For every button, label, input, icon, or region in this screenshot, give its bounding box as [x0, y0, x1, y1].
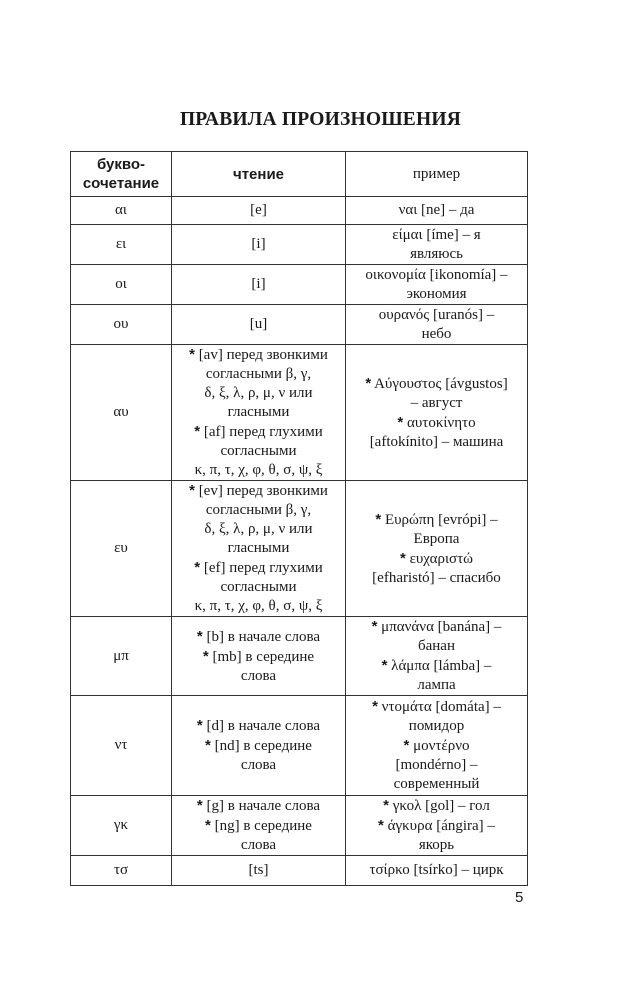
reading-cell-line: * [ev] перед звонкими — [189, 482, 328, 499]
reading-cell-line: согласными — [220, 443, 297, 459]
bullet-asterisk: * — [189, 482, 195, 499]
example-cell — [346, 265, 528, 305]
table-row — [71, 305, 528, 345]
letter-combination-cell: οι — [71, 265, 172, 305]
reading-cell — [172, 796, 346, 856]
example-cell-line: являюсь — [410, 245, 463, 262]
reading-cell-line: гласными — [227, 404, 290, 420]
reading-cell-line: [e] — [250, 202, 267, 218]
letter-combination-cell: ει — [71, 225, 172, 265]
pronunciation-table — [70, 151, 528, 886]
header-letter-combination — [71, 152, 172, 197]
letter-combination-cell: ου — [71, 305, 172, 345]
example-cell — [346, 345, 528, 481]
letter-combination-cell: ευ — [71, 481, 172, 617]
reading-cell-line: * [b] в начале слова — [196, 627, 321, 645]
bullet-asterisk: * — [205, 817, 211, 834]
bullet-asterisk: * — [371, 618, 378, 635]
example-cell-line: είμαι [íme] – я — [392, 226, 481, 243]
reading-cell — [172, 617, 346, 696]
example-cell-line: Европа — [413, 530, 460, 547]
letter-combination-cell: γκ — [71, 796, 172, 856]
example-cell-line: небо — [421, 325, 452, 342]
table-row — [71, 696, 528, 796]
bullet-asterisk: * — [202, 647, 209, 665]
reading-cell-line: слова — [240, 667, 277, 684]
table-row — [71, 225, 528, 265]
letter-combination-cell: τσ — [71, 856, 172, 886]
example-cell-line: * ευχαριστώ — [399, 549, 473, 567]
bullet-asterisk: * — [381, 657, 388, 674]
example-cell — [346, 856, 528, 886]
example-cell-line: ουρανός [uranós] – — [378, 306, 495, 323]
example-cell-line: – август — [410, 394, 463, 411]
letter-combination-cell: μπ — [71, 617, 172, 696]
bullet-asterisk: * — [194, 559, 201, 576]
example-cell-line: лампа — [417, 677, 456, 693]
bullet-asterisk: * — [378, 817, 384, 834]
reading-cell — [172, 197, 346, 225]
reading-cell-line: δ, ξ, λ, ρ, μ, ν или — [204, 385, 313, 401]
table-row — [71, 197, 528, 225]
reading-cell-line: δ, ξ, λ, ρ, μ, ν или — [204, 521, 313, 537]
bullet-asterisk: * — [383, 797, 389, 814]
reading-cell-line: * [ef] перед глухими — [194, 559, 323, 576]
reading-cell-line: слова — [240, 757, 277, 773]
example-cell — [346, 305, 528, 345]
example-cell — [346, 617, 528, 696]
example-cell-line: * Αύγουστος [ávgustos] — [365, 374, 508, 392]
letter-combination-cell: ντ — [71, 696, 172, 796]
bullet-asterisk: * — [205, 737, 211, 754]
header-combo-line: букво- — [96, 156, 146, 173]
table-header-row — [71, 152, 528, 197]
reading-cell-line: κ, π, τ, χ, φ, θ, σ, ψ, ξ — [194, 598, 323, 614]
example-cell — [346, 197, 528, 225]
example-cell-line: ναι [ne] – да — [398, 202, 475, 218]
table-row — [71, 796, 528, 856]
bullet-asterisk: * — [189, 346, 195, 363]
example-cell-line: [efharistó] – спасибо — [372, 569, 501, 586]
reading-cell-line: согласными — [220, 579, 297, 595]
example-cell-line: οικονομία [ikonomía] – — [365, 266, 508, 283]
reading-cell-line: гласными — [227, 540, 290, 556]
table-row — [71, 345, 528, 481]
reading-cell — [172, 345, 346, 481]
example-cell-line: современный — [393, 776, 480, 792]
example-cell-line: * Ευρώπη [evrópi] – — [375, 510, 498, 528]
example-cell-line: * γκολ [gol] – гол — [383, 797, 490, 814]
example-cell-line: * μπανάνα [banána] – — [371, 618, 502, 635]
bullet-asterisk: * — [403, 737, 410, 754]
example-cell-line: * ντομάτα [domáta] – — [372, 698, 501, 715]
letter-combination-cell: αι — [71, 197, 172, 225]
reading-cell-line: [ts] — [248, 862, 269, 878]
reading-cell-line: κ, π, τ, χ, φ, θ, σ, ψ, ξ — [194, 462, 323, 478]
example-cell — [346, 225, 528, 265]
reading-cell-line: * [g] в начале слова — [196, 797, 321, 814]
header-example: пример — [346, 152, 528, 197]
page-title: ПРАВИЛА ПРОИЗНОШЕНИЯ — [179, 109, 462, 130]
reading-cell-line: [u] — [249, 316, 268, 332]
reading-cell — [172, 696, 346, 796]
reading-cell — [172, 305, 346, 345]
reading-cell-line: * [af] перед глухими — [194, 423, 323, 440]
reading-cell — [172, 225, 346, 265]
example-cell — [346, 696, 528, 796]
reading-cell-line: [i] — [251, 276, 266, 292]
example-cell — [346, 796, 528, 856]
letter-combination-cell: αυ — [71, 345, 172, 481]
bullet-asterisk: * — [397, 413, 404, 431]
reading-cell-line: согласными β, γ, — [205, 502, 312, 518]
example-cell-line: τσίρκο [tsírko] – цирк — [369, 862, 504, 878]
bullet-asterisk: * — [196, 627, 203, 645]
table-row — [71, 617, 528, 696]
page-number: 5 — [515, 889, 524, 906]
table-row — [71, 481, 528, 617]
example-cell-line: * αυτοκίνητο — [397, 413, 476, 431]
reading-cell — [172, 265, 346, 305]
example-cell-line: * μοντέρνο — [403, 737, 470, 754]
bullet-asterisk: * — [194, 423, 201, 440]
reading-cell-line: согласными β, γ, — [205, 366, 312, 382]
reading-cell-line: [i] — [251, 236, 266, 252]
reading-cell-line: * [d] в начале слова — [196, 717, 321, 734]
bullet-asterisk: * — [365, 374, 372, 392]
bullet-asterisk: * — [196, 797, 203, 814]
reading-cell-line: * [nd] в середине — [205, 737, 312, 754]
table-row — [71, 265, 528, 305]
example-cell-line: экономия — [406, 285, 467, 302]
example-cell — [346, 481, 528, 617]
example-cell-line: * άγκυρα [ángira] – — [378, 817, 495, 834]
example-cell-line: * λάμπα [lámba] – — [381, 657, 492, 674]
example-cell-line: [aftokínito] – машина — [369, 433, 504, 450]
example-cell-line: помидор — [408, 718, 465, 734]
reading-cell — [172, 856, 346, 886]
header-reading: чтение — [172, 152, 346, 197]
reading-cell-line: * [ng] в середине — [205, 817, 312, 834]
reading-cell — [172, 481, 346, 617]
bullet-asterisk: * — [196, 717, 203, 734]
reading-cell-line: * [mb] в середине — [202, 647, 315, 665]
reading-cell-line: слова — [240, 837, 277, 853]
reading-cell-line: * [av] перед звонкими — [189, 346, 328, 363]
table-row — [71, 856, 528, 886]
bullet-asterisk: * — [372, 698, 378, 715]
example-cell-line: банан — [417, 638, 455, 654]
bullet-asterisk: * — [399, 549, 406, 567]
example-cell-line: [mondérno] – — [395, 757, 478, 773]
example-cell-line: якорь — [418, 837, 455, 853]
header-combo-line: сочетание — [82, 175, 160, 192]
bullet-asterisk: * — [375, 510, 382, 528]
